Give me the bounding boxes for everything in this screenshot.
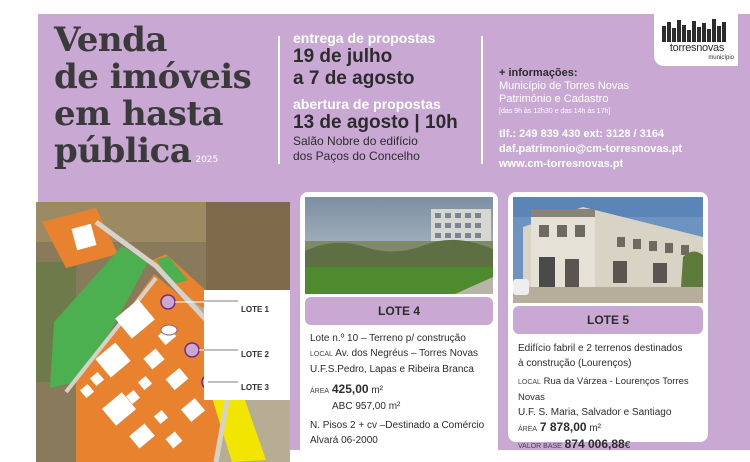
lote-4-local: [310, 346, 496, 362]
dates-column: [293, 30, 473, 164]
entrega-label: entrega de propostas: [293, 30, 436, 46]
lote-5-desc-2: à construção (Lourenços): [518, 358, 632, 369]
lote-4-area: [310, 382, 496, 399]
lote-4-details: [310, 331, 496, 448]
lote-5-local-val: Rua da Várzea - Lourenços Torres Novas: [518, 376, 689, 403]
logo-sub: município: [708, 55, 734, 61]
lote-4-desc: Lote n.º 10 – Terreno p/ construção: [310, 333, 466, 344]
lote-4-parish: U.F.S.Pedro, Lapas e Ribeira Branca: [310, 364, 474, 375]
headline-line-4-text: pública: [54, 131, 192, 171]
municipality-logo: [654, 12, 738, 66]
divider-left: [278, 36, 280, 164]
lote-5-area: [518, 420, 706, 437]
abertura-place-1: Salão Nobre do edifício: [293, 134, 418, 148]
lote-5-area-key: ÁREA: [518, 426, 538, 433]
info-web[interactable]: www.cm-torresnovas.pt: [499, 158, 624, 170]
map-label-lote-1: LOTE 1: [241, 305, 270, 314]
lote-4-card: [300, 192, 498, 462]
lote-4-area-val: 425,00: [331, 382, 369, 396]
towers-logo-icon: [662, 18, 730, 42]
lote-5-valor: [518, 437, 706, 454]
info-heading: + informações:: [499, 67, 578, 79]
map-card: [36, 202, 290, 462]
info-line-2: Património e Cadastro: [499, 93, 609, 105]
lote-4-photo: [305, 197, 493, 294]
headline: [54, 22, 264, 179]
info-phone: tlf.: 249 839 430 ext: 3128 / 3164: [499, 128, 665, 140]
map-label-lote-2: LOTE 2: [241, 350, 270, 359]
lote-5-local: [518, 374, 706, 405]
lote-5-valor-key: VALOR BASE: [518, 443, 562, 450]
divider-right: [481, 36, 483, 164]
logo-name: torresnovas: [669, 42, 725, 54]
lote-5-details: [518, 341, 706, 454]
lote-5-area-val: 7 878,00: [539, 420, 587, 434]
map-leader-lines: [204, 290, 264, 400]
lote-5-parish: U.F. S. Maria, Salvador e Santiago: [518, 407, 672, 418]
lote-5-area-unit: m²: [589, 423, 602, 434]
lote-4-local-key: LOCAL: [310, 351, 333, 358]
lote-4-title-bar: LOTE 4: [305, 297, 493, 325]
info-line-1: Município de Torres Novas: [499, 80, 630, 92]
lote-5-title-bar: LOTE 5: [513, 306, 703, 334]
lote-5-desc-1: Edifício fabril e 2 terrenos destinados: [518, 343, 683, 354]
lote-4-local-val: Av. dos Negréus – Torres Novas: [335, 348, 479, 359]
lote-5-valor-unit: €: [624, 440, 631, 451]
headline-year: 2025: [195, 155, 219, 165]
entrega-date-1: 19 de julho: [293, 46, 393, 67]
headline-line-3: em hasta: [54, 94, 224, 134]
info-column: [499, 66, 739, 172]
lote-5-photo: [513, 197, 703, 303]
lote-4-area-key: ÁREA: [310, 388, 330, 395]
lote-4-pisos: N. Pisos 2 + cv –Destinado a Comércio: [310, 420, 485, 431]
abertura-label: abertura de propostas: [293, 96, 441, 112]
headline-line-4: [54, 133, 264, 179]
entrega-date-2: a 7 de agosto: [293, 68, 415, 89]
abertura-place-2: dos Paços do Concelho: [293, 149, 420, 163]
lote-4-alvara: Alvará 06-2000: [310, 435, 378, 446]
lote-4-area-unit: m²: [371, 385, 383, 396]
abertura-date: 13 de agosto | 10h: [293, 112, 458, 133]
headline-line-2: de imóveis: [54, 57, 252, 97]
lote-5-local-key: LOCAL: [518, 379, 541, 386]
headline-line-1: Venda: [54, 20, 167, 60]
lote-5-valor-val: 874 006,88: [564, 437, 625, 451]
lote-4-image: [305, 197, 493, 294]
lote-4-abc: ABC 957,00 m²: [332, 401, 401, 412]
lote-5-image: [513, 197, 703, 303]
map-label-lote-3: LOTE 3: [241, 383, 270, 392]
lote-5-card: [508, 192, 708, 451]
info-email[interactable]: daf.patrimonio@cm-torresnovas.pt: [499, 143, 683, 155]
info-hours: [das 9h às 12h30 e das 14h às 17h]: [499, 108, 611, 115]
